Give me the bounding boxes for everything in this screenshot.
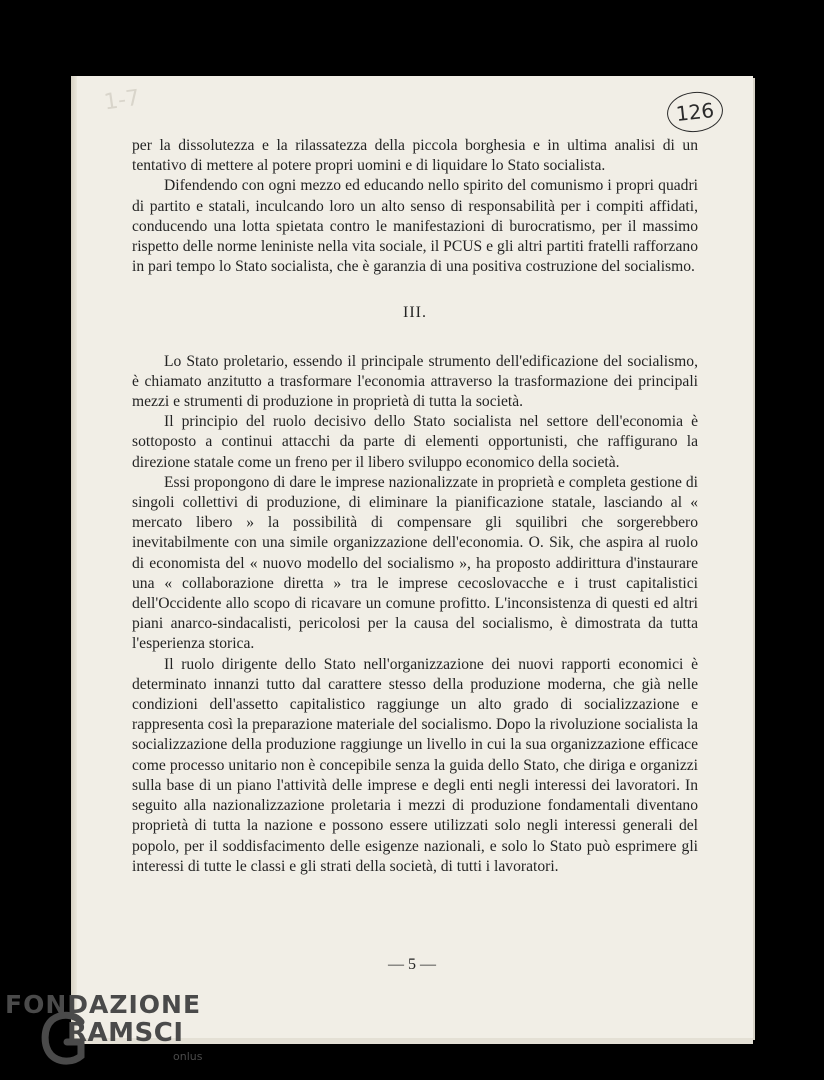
paragraph-1: per la dissolutezza e la rilassatezza della piccola borghesia e in ultima analisi di un tentativo di mettere al potere propri uomini e di liquidare lo Stato socialista. [132,137,698,175]
page-edge [71,76,77,1038]
faint-pencil-mark: 1-7 [102,85,142,116]
watermark-line2: RAMSCI [67,1018,184,1048]
paragraph-5: Essi propongono di dare le imprese nazionalizzate in proprietà e completa gestione di singoli collettivi di produzione, di eliminare la pianificazione statale, lasciando al « mercato libero » la possibilità di compensare gli squilibri che sorgerebbero inevitabilmente con una simile organizzazione dell'economia. O. Sik, che aspira al ruolo di economista del « nuovo modello del socialismo », ha proposto addirittura d'instaurare una « collaborazione diretta » tra le imprese cecoslovacche e i trust capitalistici dell'Occidente allo scopo di ricavare un comune profitto. L'inconsistenza di questi ed altri piani anarco-sindacalisti, pericolosi per la causa del socialismo, è dimostrata da tutta l'esperienza storica. [132,473,698,653]
body-text [132,136,698,877]
section-heading: III. [403,304,427,322]
paragraph-2: Difendendo con ogni mezzo ed educando nello spirito del comunismo i propri quadri di partito e statali, inculcando loro un alto senso di responsabilità per i compiti affidati, conducendo una lotta spietata contro le manifestazioni di burocratismo, per il massimo rispetto delle norme leniniste nella vita sociale, il PCUS e gli altri partiti fratelli rafforzano in pari tempo lo Stato socialista, che è garanzia di una positiva costruzione del socialismo. [132,177,698,276]
document-page [71,76,753,1038]
watermark-line3: onlus [173,1050,203,1063]
paragraph-4: Il principio del ruolo decisivo dello Stato socialista nel settore dell'economia è sottoposto a continui attacchi da parte di elementi opportunisti, che raffigurano la direzione statale come un freno per il libero sviluppo economico della società. [132,413,698,471]
page-number: — 5 — [388,956,436,973]
archive-stamp-number: 126 [665,89,725,135]
paragraph-6: Il ruolo dirigente dello Stato nell'organizzazione dei nuovi rapporti economici è determinato innanzi tutto dal carattere stesso della produzione moderna, che già nelle condizioni dell'assetto capitalistico raggiunge un alto grado di socializzazione e rappresenta così la preparazione materiale del socialismo. Dopo la rivoluzione socialista la socializzazione della produzione raggiunge un livello in cui la sua organizzazione efficace come processo unitario non è concepibile senza la guida dello Stato, che diriga e organizzi sulla base di un piano l'attività delle imprese e degli enti negli interessi dei lavoratori. In seguito alla nazionalizzazione proletaria i mezzi di produzione fondamentali diventano proprietà di tutta la nazione e possono essere utilizzati solo negli interessi generali del popolo, per il soddisfacimento delle esigenze nazionali, e solo lo Stato può esprimere gli interessi di tutte le classi e gli strati della società, di tutti i lavoratori. [132,655,698,875]
fondazione-gramsci-watermark [5,990,235,1070]
watermark-line1: FONDAZIONE [5,990,202,1019]
paragraph-3: Lo Stato proletario, essendo il principale strumento dell'edificazione del socialismo, è chiamato anzitutto a trasformare l'economia attraverso la trasformazione dei principali mezzi e strumenti di produzione in proprietà di tutta la società. [132,352,698,411]
